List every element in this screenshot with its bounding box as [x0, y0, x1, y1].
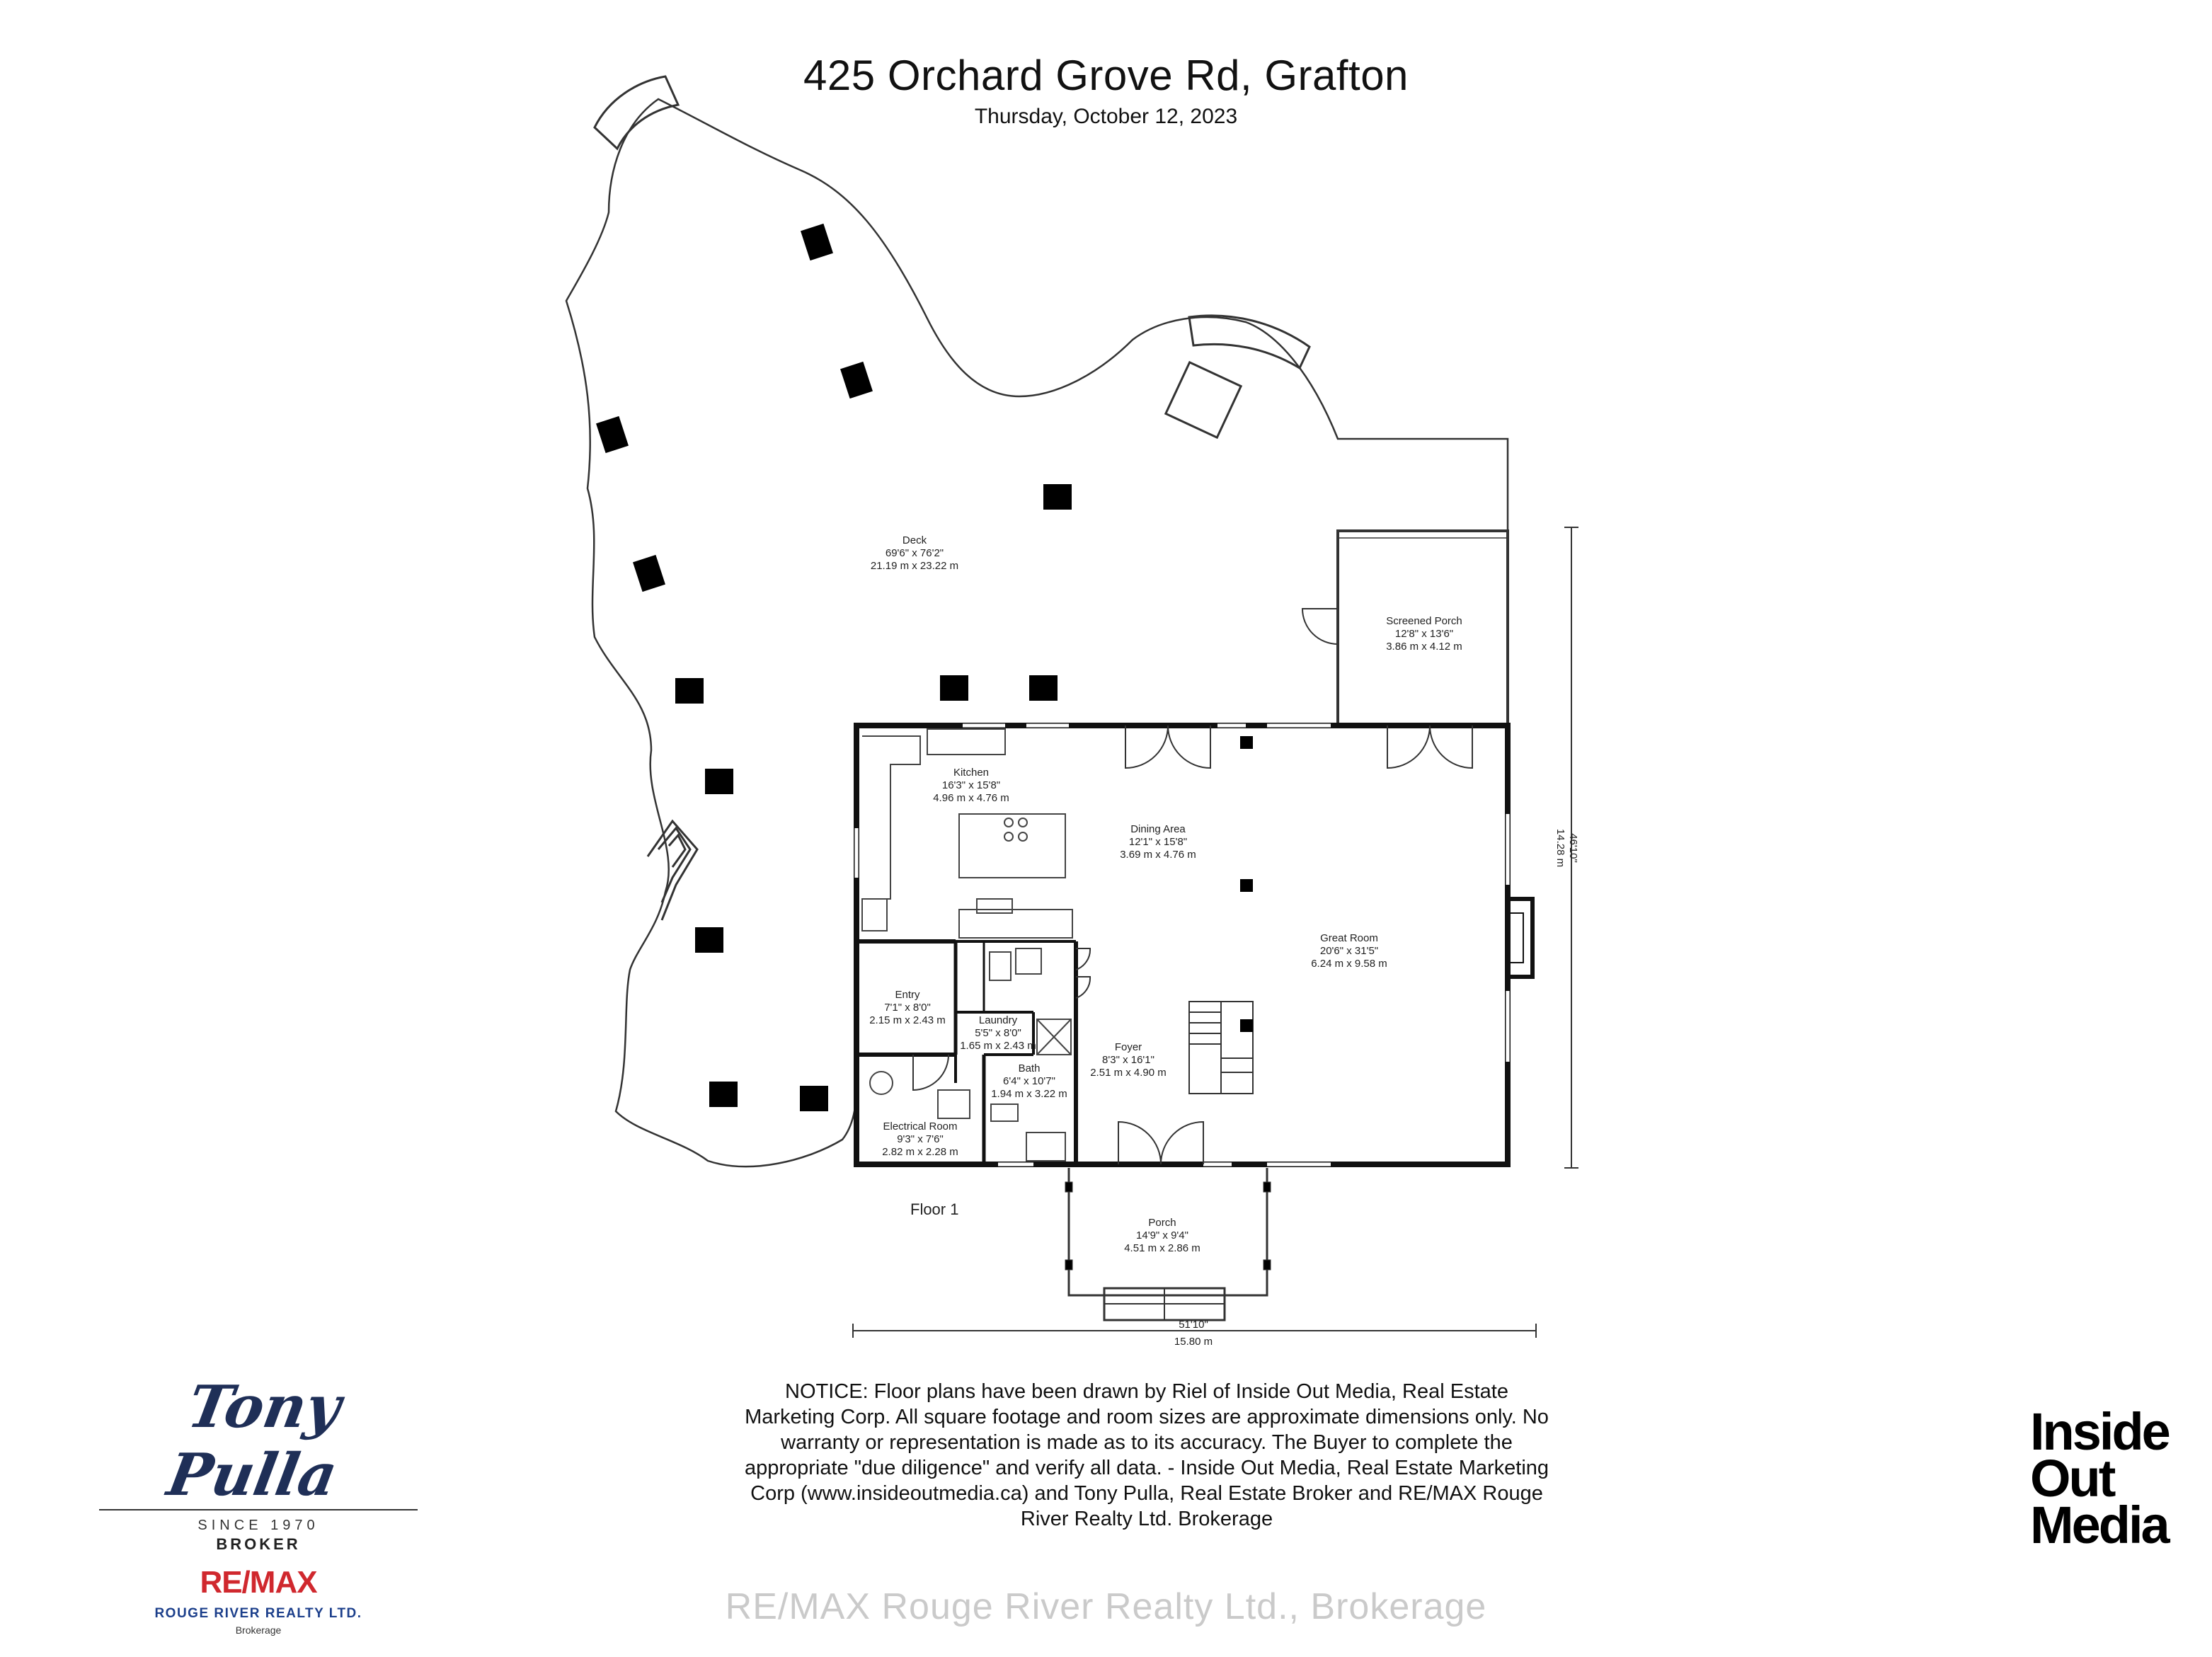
room-label-dining: [1120, 823, 1196, 861]
svg-text:2.15 m x 2.43 m: 2.15 m x 2.43 m: [869, 1014, 946, 1026]
deck-bench-top: [595, 76, 678, 149]
room-label-deck: [871, 534, 958, 572]
deck-steps: [648, 821, 697, 920]
svg-text:Kitchen: Kitchen: [953, 767, 990, 779]
logo-line-media: Media: [2030, 1496, 2168, 1554]
svg-text:Laundry: Laundry: [978, 1014, 1018, 1026]
house-walls: [856, 726, 1532, 1164]
svg-text:4.96 m x 4.76 m: 4.96 m x 4.76 m: [933, 792, 1009, 804]
disclaimer-notice: NOTICE: Floor plans have been drawn by Riel of Inside Out Media, Real Estate Marketing Corp. All square footage and room sizes are approximate dimensions only. No warranty or representation is made as to its accuracy. The Buyer to complete the appropriate "due diligence" and verify all data. - Inside Out Media, Real Estate Marketing Corp (www.insideoutmedia.ca) and Tony Pulla, Real Estate Broker and RE/MAX Rouge River Realty Ltd. Brokerage: [744, 1380, 1549, 1530]
floor-label: Floor 1: [910, 1200, 959, 1218]
svg-text:2.51 m x 4.90 m: 2.51 m x 4.90 m: [1090, 1067, 1167, 1079]
room-label-foyer: [1090, 1041, 1167, 1079]
room-label-great-room: [1311, 932, 1387, 970]
stairs: [1189, 1002, 1253, 1094]
deck-planter: [1166, 362, 1241, 437]
room-label-bath: [991, 1062, 1067, 1100]
agent-since: SINCE 1970: [197, 1518, 319, 1533]
svg-text:51'10": 51'10": [1179, 1319, 1208, 1331]
svg-text:Electrical Room: Electrical Room: [883, 1120, 958, 1133]
svg-text:46'10": 46'10": [1567, 833, 1579, 863]
svg-text:4.51 m x 2.86 m: 4.51 m x 2.86 m: [1124, 1242, 1200, 1254]
svg-text:8'3" x 16'1": 8'3" x 16'1": [1102, 1054, 1154, 1066]
room-label-electrical: [882, 1120, 958, 1158]
plan-date: Thursday, October 12, 2023: [974, 105, 1238, 128]
remax-brokerage: Brokerage: [235, 1624, 282, 1636]
agent-signature: Tony Pulla: [162, 1373, 346, 1509]
svg-text:Great Room: Great Room: [1320, 932, 1378, 944]
kitchen-fixtures: [862, 729, 1072, 938]
svg-text:1.65 m x 2.43 m: 1.65 m x 2.43 m: [960, 1040, 1036, 1052]
svg-text:5'5" x 8'0": 5'5" x 8'0": [975, 1027, 1021, 1039]
svg-text:Porch: Porch: [1148, 1217, 1176, 1229]
svg-text:6.24 m x 9.58 m: 6.24 m x 9.58 m: [1311, 958, 1387, 970]
svg-text:12'1" x 15'8": 12'1" x 15'8": [1128, 836, 1188, 848]
svg-text:9'3" x 7'6": 9'3" x 7'6": [897, 1133, 944, 1145]
svg-text:14.28 m: 14.28 m: [1554, 828, 1566, 868]
room-label-kitchen: [933, 767, 1009, 804]
room-label-porch: [1124, 1217, 1200, 1254]
svg-text:7'1" x 8'0": 7'1" x 8'0": [884, 1002, 931, 1014]
svg-text:Entry: Entry: [895, 989, 920, 1001]
remax-logo: RE/MAX: [200, 1565, 317, 1600]
svg-text:16'3" x 15'8": 16'3" x 15'8": [941, 779, 1001, 791]
svg-text:15.80 m: 15.80 m: [1174, 1336, 1213, 1348]
svg-text:Bath: Bath: [1018, 1062, 1041, 1074]
svg-text:Deck: Deck: [902, 534, 927, 546]
logo-divider: [99, 1509, 418, 1510]
svg-text:12'8" x 13'6": 12'8" x 13'6": [1394, 628, 1454, 640]
svg-text:3.86 m x 4.12 m: 3.86 m x 4.12 m: [1386, 641, 1462, 653]
dimension-lines: [853, 527, 1578, 1338]
svg-text:69'6" x 76'2": 69'6" x 76'2": [885, 547, 944, 559]
svg-text:1.94 m x 3.22 m: 1.94 m x 3.22 m: [991, 1088, 1067, 1100]
room-label-entry: [869, 989, 946, 1026]
room-label-screened-porch: [1386, 615, 1462, 653]
logo-line-inside: Inside: [2030, 1402, 2169, 1461]
svg-text:14'9" x 9'4": 14'9" x 9'4": [1136, 1229, 1188, 1242]
agent-title: BROKER: [216, 1535, 301, 1553]
inside-out-media-logo: [2030, 1402, 2169, 1554]
dimension-width-label: [1174, 1319, 1213, 1348]
remax-office: ROUGE RIVER REALTY LTD.: [154, 1606, 362, 1621]
dimension-height-label: [1554, 829, 1579, 867]
svg-text:3.69 m x 4.76 m: 3.69 m x 4.76 m: [1120, 849, 1196, 861]
svg-text:Dining Area: Dining Area: [1130, 823, 1186, 835]
svg-text:Screened Porch: Screened Porch: [1386, 615, 1462, 627]
svg-text:6'4" x 10'7": 6'4" x 10'7": [1003, 1075, 1055, 1087]
deck-posts: [596, 224, 1072, 1111]
plan-title: 425 Orchard Grove Rd, Grafton: [803, 52, 1409, 99]
svg-text:20'6" x 31'5": 20'6" x 31'5": [1319, 945, 1379, 957]
interior-posts: [1240, 736, 1253, 1032]
logo-line-out: Out: [2030, 1449, 2114, 1508]
room-label-laundry: [960, 1014, 1036, 1052]
svg-text:2.82 m x 2.28 m: 2.82 m x 2.28 m: [882, 1146, 958, 1158]
svg-text:Foyer: Foyer: [1114, 1041, 1142, 1053]
svg-text:21.19 m x 23.22 m: 21.19 m x 23.22 m: [870, 560, 959, 572]
deck-outline: [566, 99, 1508, 1166]
watermark: RE/MAX Rouge River Realty Ltd., Brokerage: [725, 1586, 1487, 1627]
